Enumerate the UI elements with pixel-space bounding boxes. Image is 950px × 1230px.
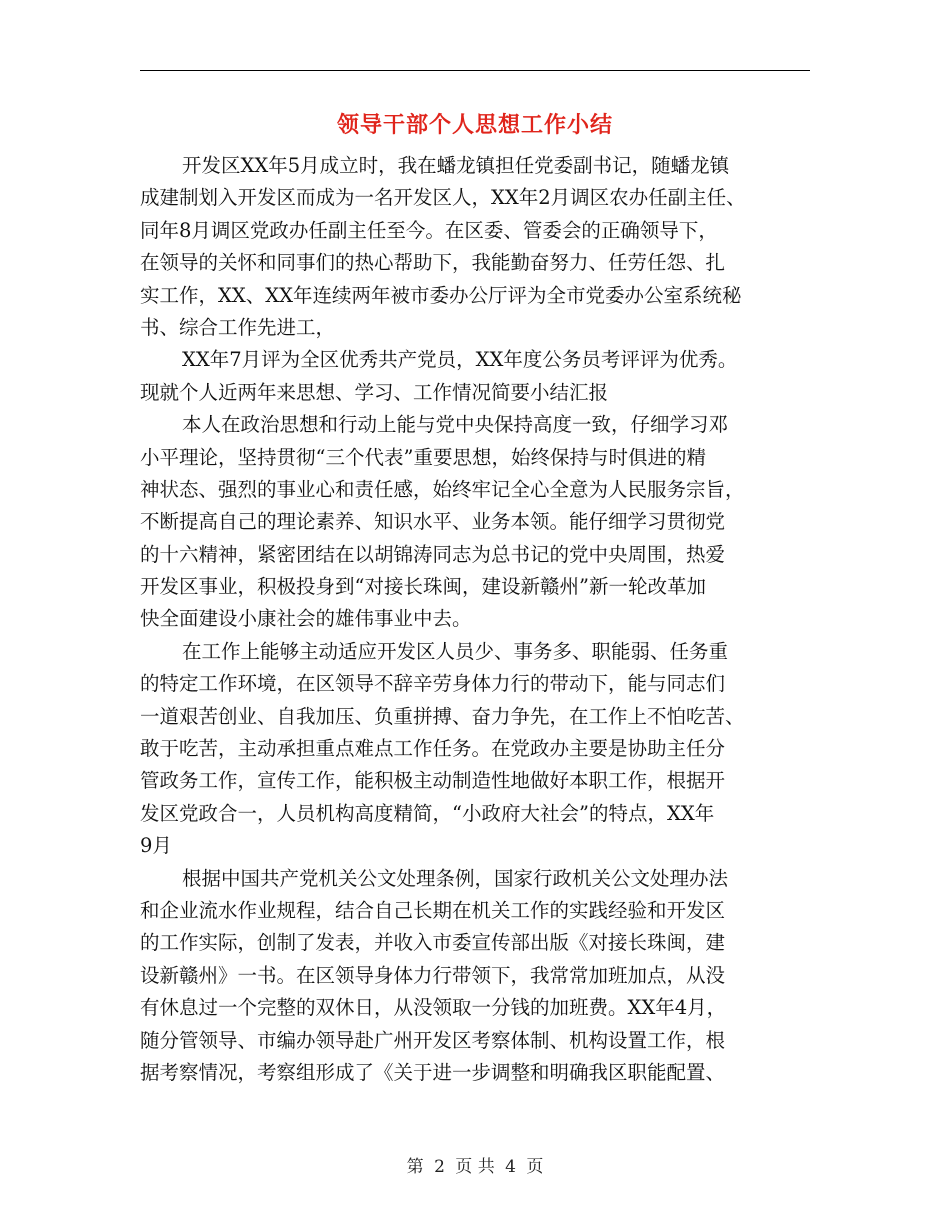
document-title: 领导干部个人思想工作小结 — [336, 112, 613, 138]
text-line: 根据中国共产党机关公文处理条例，国家行政机关公文处理办法 — [182, 866, 729, 890]
text-line: 在领导的关怀和同事们的热心帮助下，我能勤奋努力、任劳任怨、扎 — [140, 251, 726, 275]
text-line: 敢于吃苦，主动承担重点难点工作任务。在党政办主要是协助主任分 — [140, 737, 726, 761]
footer-total-pages: 4 — [505, 1157, 516, 1177]
text-line: 随分管领导、市编办领导赴广州开发区考察体制、机构设置工作，根 — [140, 1028, 726, 1052]
text-line: 在工作上能够主动适应开发区人员少、事务多、职能弱、任务重 — [182, 639, 729, 663]
text-line: 设新赣州》一书。在区领导身体力行带领下，我常常加班加点，从没 — [140, 963, 726, 987]
text-line: 不断提高自己的理论素养、知识水平、业务本领。能仔细学习贯彻党 — [140, 510, 726, 534]
text-line: 小平理论，坚持贯彻“三个代表”重要思想，始终保持与时俱进的精 — [140, 445, 706, 469]
text-line: 实工作，XX、XX年连续两年被市委办公厅评为全市党委办公室系统秘 — [140, 283, 742, 307]
text-line: 神状态、强烈的事业心和责任感，始终牢记全心全意为人民服务宗旨， — [140, 477, 745, 501]
footer-current-page: 2 — [434, 1157, 445, 1177]
footer-suffix: 页 — [526, 1157, 544, 1177]
text-line: 发区党政合一，人员机构高度精简，“小政府大社会”的特点，XX年 — [140, 801, 715, 825]
text-line: 开发区事业，积极投身到“对接长珠闽，建设新赣州”新一轮改革加 — [140, 575, 706, 599]
text-line: 的十六精神，紧密团结在以胡锦涛同志为总书记的党中央周围，热爱 — [140, 542, 726, 566]
text-line: 一道艰苦创业、自我加压、负重拼搏、奋力争先，在工作上不怕吃苦、 — [140, 704, 745, 728]
text-line: 现就个人近两年来思想、学习、工作情况简要小结汇报 — [140, 380, 609, 404]
text-line: XX年7月评为全区优秀共产党员，XX年度公务员考评评为优秀。 — [182, 348, 738, 372]
footer-prefix: 第 — [406, 1157, 424, 1177]
text-line: 有休息过一个完整的双休日，从没领取一分钱的加班费。XX年4月， — [140, 996, 727, 1020]
page-footer — [0, 1152, 950, 1177]
text-line: 的工作实际，创制了发表，并收入市委宣传部出版《对接长珠闽，建 — [140, 931, 726, 955]
text-line: 同年8月调区党政办任副主任至今。在区委、管委会的正确领导下， — [140, 218, 718, 242]
text-line: 据考察情况，考察组形成了《关于进一步调整和明确我区职能配置、 — [140, 1060, 726, 1084]
document-body — [140, 150, 810, 1089]
text-line: 成建制划入开发区而成为一名开发区人，XX年2月调区农办任副主任、 — [140, 186, 746, 210]
text-line: 开发区XX年5月成立时，我在蟠龙镇担任党委副书记，随蟠龙镇 — [182, 154, 730, 177]
text-line: 本人在政治思想和行动上能与党中央保持高度一致，仔细学习邓 — [182, 413, 729, 437]
text-line: 和企业流水作业规程，结合自己长期在机关工作的实践经验和开发区 — [140, 898, 726, 922]
text-line: 书、综合工作先进工， — [140, 315, 336, 339]
text-line: 管政务工作，宣传工作，能积极主动制造性地做好本职工作，根据开 — [140, 769, 726, 793]
footer-mid: 页 共 — [455, 1157, 495, 1177]
header-rule — [140, 70, 810, 71]
text-line: 的特定工作环境，在区领导不辞辛劳身体力行的带动下，能与同志们 — [140, 672, 726, 696]
text-line: 快全面建设小康社会的雄伟事业中去。 — [140, 607, 472, 631]
text-line: 9月 — [140, 834, 172, 858]
